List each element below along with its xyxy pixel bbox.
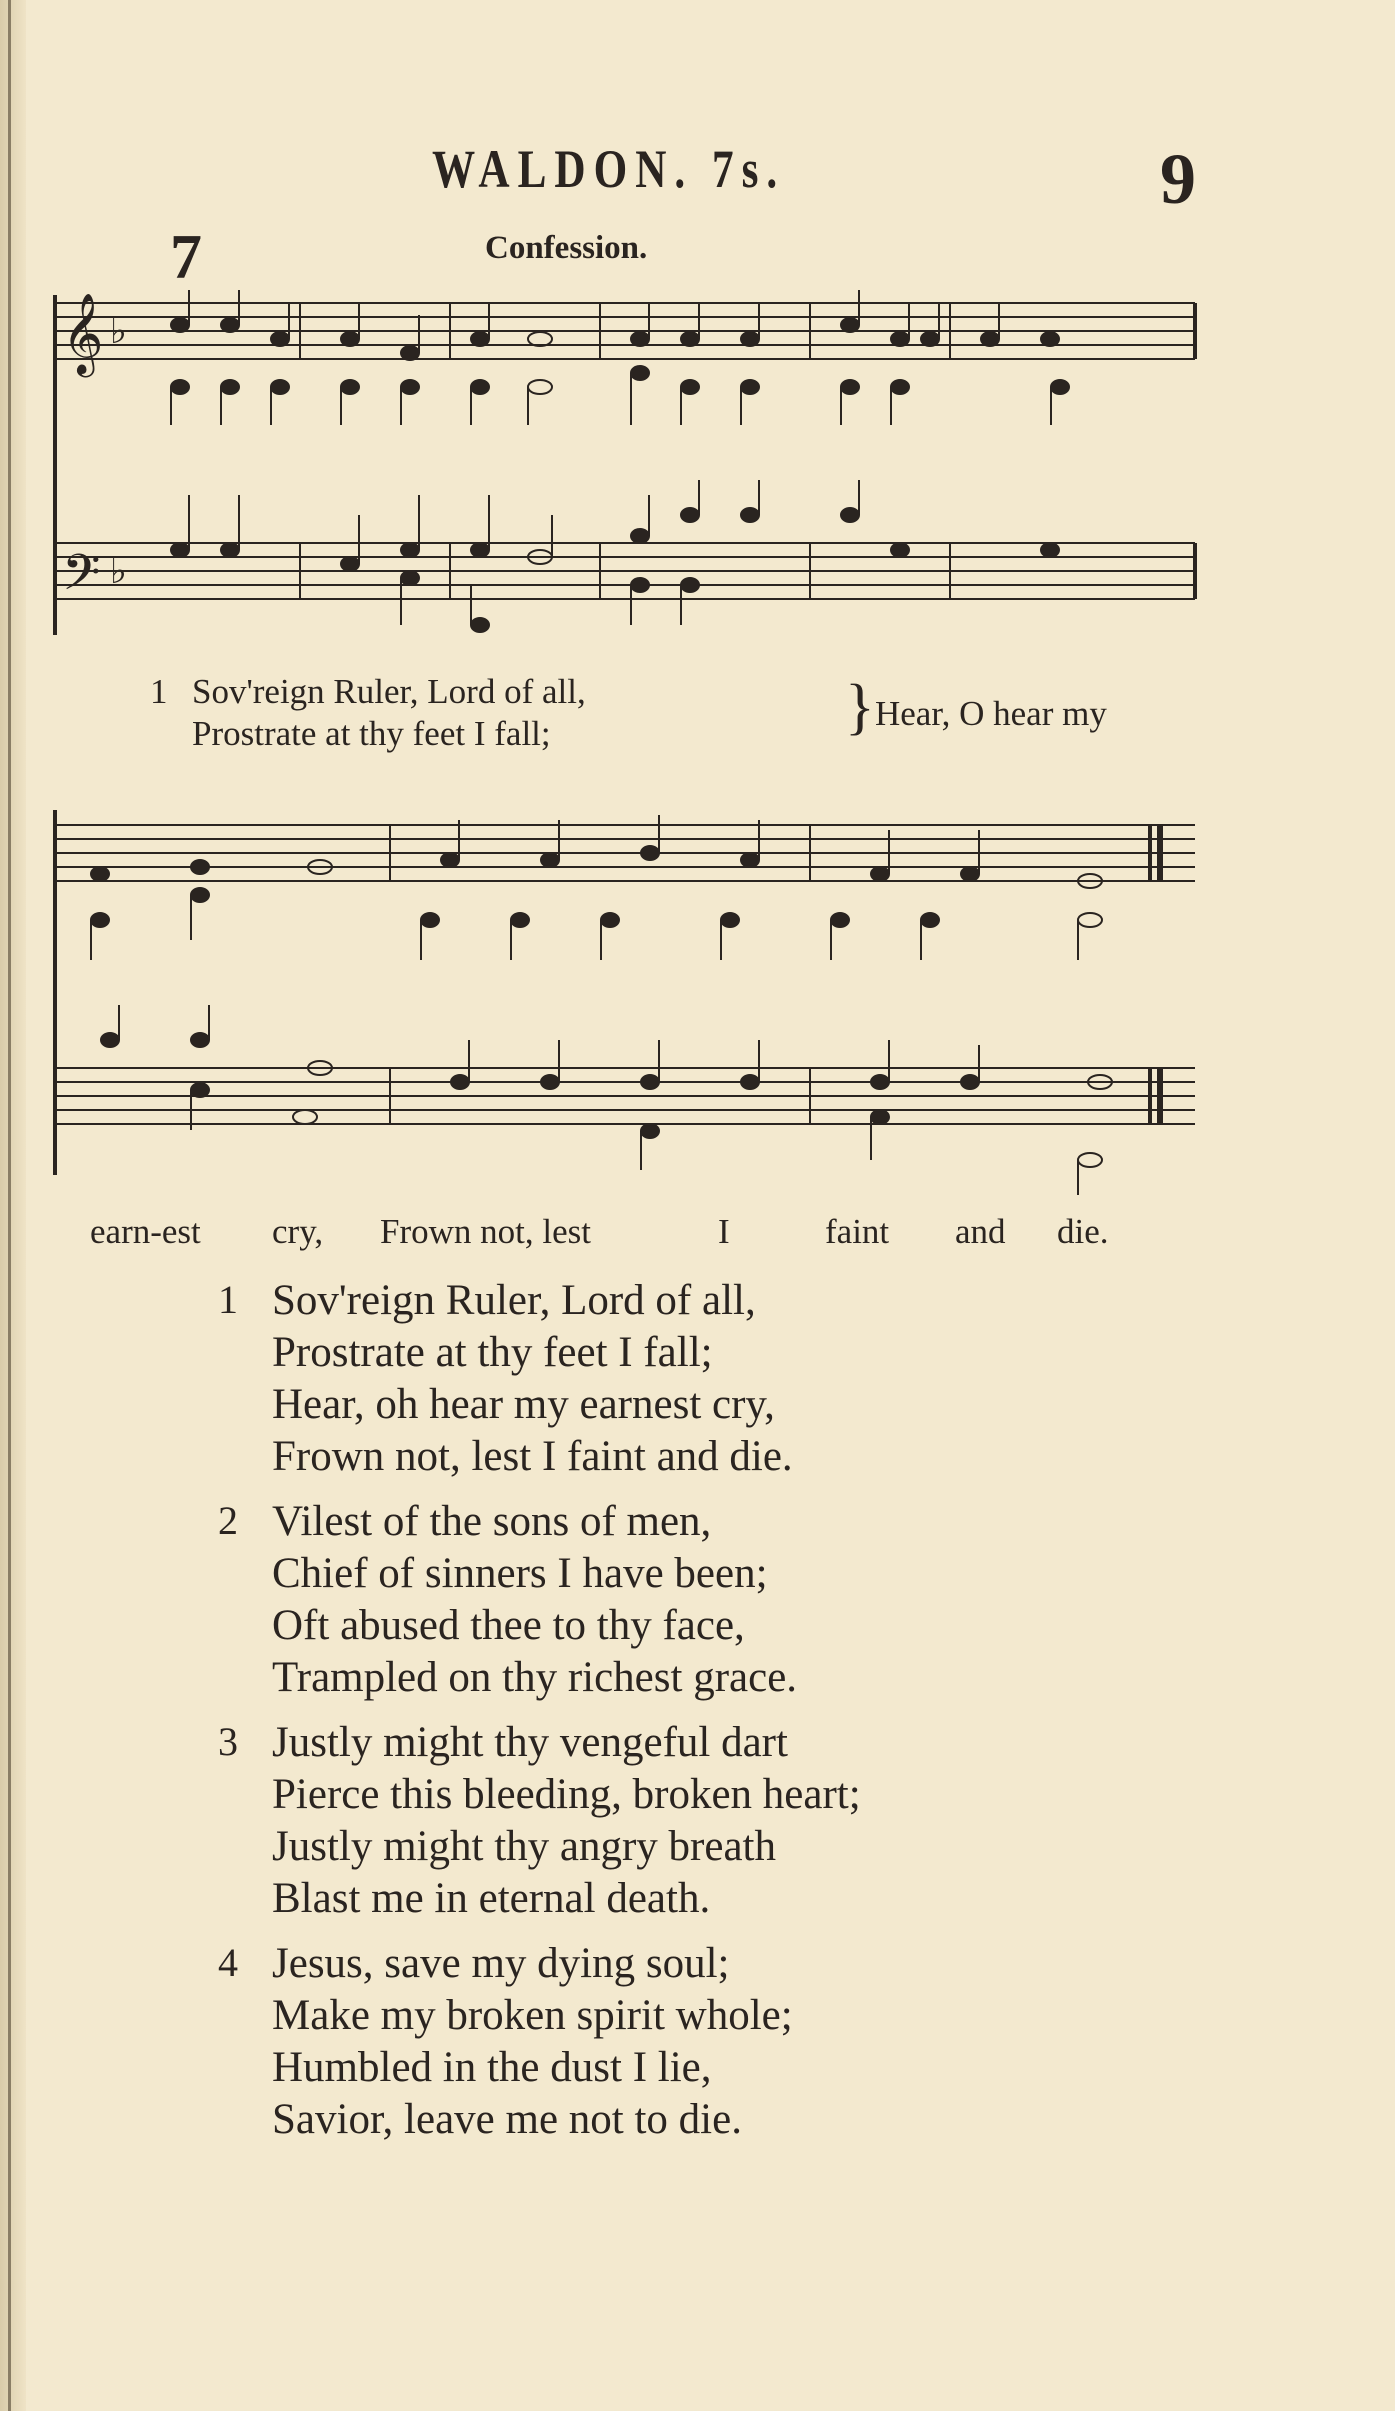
verse-line: Sov'reign Ruler, Lord of all, xyxy=(272,1277,756,1324)
music-lyric-line-2: Prostrate at thy feet I fall; xyxy=(192,714,551,753)
lyric-brace: } xyxy=(845,673,875,741)
verse-line: Oft abused thee to thy face, xyxy=(272,1602,745,1649)
tune-title: WALDON. 7s. xyxy=(432,139,786,199)
music-lyric-and: and xyxy=(955,1212,1006,1251)
music-lyric-earnest: earn-est xyxy=(90,1212,201,1251)
verse-line: Justly might thy vengeful dart xyxy=(272,1719,788,1766)
hymn-subtitle: Confession. xyxy=(485,230,648,266)
music-lyric-die: die. xyxy=(1057,1212,1109,1251)
verse-line: Pierce this bleeding, broken heart; xyxy=(272,1771,861,1818)
page-binding-line xyxy=(8,0,11,2411)
music-lyric-i: I xyxy=(718,1212,730,1251)
music-verse-label: 1 xyxy=(150,672,168,711)
verse-number: 3 xyxy=(218,1719,238,1764)
music-lyric-line-1: Sov'reign Ruler, Lord of all, xyxy=(192,672,586,711)
verse-line: Blast me in eternal death. xyxy=(272,1875,711,1922)
page-number: 9 xyxy=(1160,139,1196,219)
music-system-2 xyxy=(50,800,1200,1200)
svg-text:𝄢: 𝄢 xyxy=(62,544,101,614)
verse-line: Jesus, save my dying soul; xyxy=(272,1940,730,1987)
verse-line: Savior, leave me not to die. xyxy=(272,2096,742,2143)
bass-staff-2 xyxy=(55,1068,1195,1124)
verse-line: Frown not, lest I faint and die. xyxy=(272,1433,793,1480)
music-lyric-frown: Frown not, lest xyxy=(380,1212,591,1251)
page-edge xyxy=(0,0,26,2411)
hymn-number: 7 xyxy=(170,221,202,292)
verse-number: 2 xyxy=(218,1498,238,1543)
verse-line: Justly might thy angry breath xyxy=(272,1823,776,1870)
svg-text:♭: ♭ xyxy=(110,311,127,352)
music-system-1 xyxy=(50,285,1200,645)
verse-line: Chief of sinners I have been; xyxy=(272,1550,768,1597)
music-lyric-faint: faint xyxy=(825,1212,890,1251)
music-lyric-cry: cry, xyxy=(272,1212,324,1251)
svg-text:♭: ♭ xyxy=(110,551,127,592)
svg-text:𝄞: 𝄞 xyxy=(62,292,104,374)
verse-line: Trampled on thy richest grace. xyxy=(272,1654,798,1701)
verse-line: Make my broken spirit whole; xyxy=(272,1992,793,2039)
music-lyric-continuation: Hear, O hear my xyxy=(875,694,1107,733)
verse-number: 1 xyxy=(218,1277,238,1322)
verse-line: Hear, oh hear my earnest cry, xyxy=(272,1381,775,1428)
verse-number: 4 xyxy=(218,1940,238,1985)
verse-line: Vilest of the sons of men, xyxy=(272,1498,712,1545)
verse-line: Humbled in the dust I lie, xyxy=(272,2044,712,2091)
treble-staff-2 xyxy=(55,825,1195,881)
verse-line: Prostrate at thy feet I fall; xyxy=(272,1329,713,1376)
